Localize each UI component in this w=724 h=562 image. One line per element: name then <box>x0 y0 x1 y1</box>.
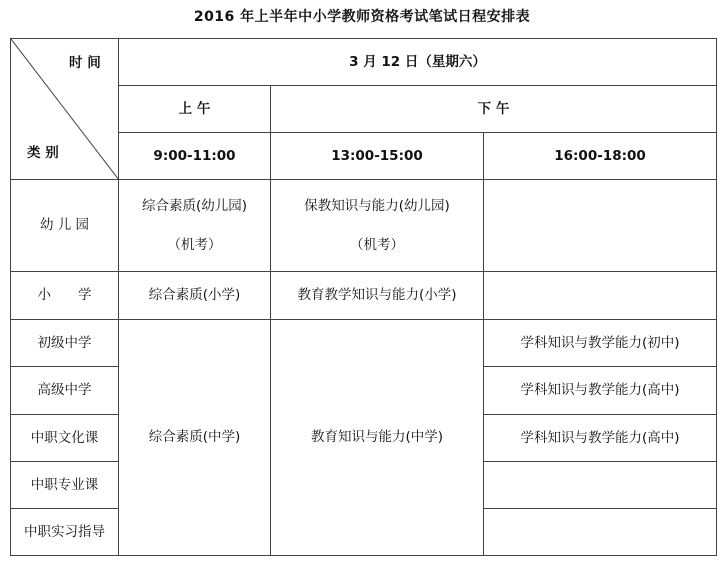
category-cell: 中职实习指导 <box>11 509 119 556</box>
exam-note: （机考） <box>167 236 222 253</box>
schedule-table <box>10 38 717 556</box>
exam-cell: 教育教学知识与能力(小学) <box>271 272 484 320</box>
category-cell: 初级中学 <box>11 320 119 367</box>
time-label: 时 间 <box>69 55 101 71</box>
exam-subject: 综合素质(幼儿园) <box>141 198 248 215</box>
exam-cell: 学科知识与教学能力(初中) <box>484 320 717 367</box>
exam-cell <box>119 180 271 272</box>
exam-cell <box>271 180 484 272</box>
afternoon-header: 下 午 <box>271 86 717 133</box>
exam-cell-empty <box>484 180 717 272</box>
exam-cell-merged: 综合素质(中学) <box>119 320 271 556</box>
slot-header-3: 16:00-18:00 <box>484 133 717 180</box>
exam-cell-empty <box>484 509 717 556</box>
date-header: 3 月 12 日（星期六） <box>119 39 717 86</box>
category-cell: 中职文化课 <box>11 415 119 462</box>
category-cell: 幼 儿 园 <box>11 180 119 272</box>
exam-cell-empty <box>484 272 717 320</box>
exam-cell-merged: 教育知识与能力(中学) <box>271 320 484 556</box>
exam-cell: 学科知识与教学能力(高中) <box>484 415 717 462</box>
exam-cell: 综合素质(小学) <box>119 272 271 320</box>
category-cell: 中职专业课 <box>11 462 119 509</box>
exam-subject: 保教知识与能力(幼儿园) <box>304 198 450 215</box>
category-cell: 小 学 <box>11 272 119 320</box>
page-title: 2016 年上半年中小学教师资格考试笔试日程安排表 <box>193 9 531 25</box>
exam-cell: 学科知识与教学能力(高中) <box>484 367 717 415</box>
exam-cell-empty <box>484 462 717 509</box>
header-corner-cell <box>11 39 119 180</box>
category-cell: 高级中学 <box>11 367 119 415</box>
slot-header-1: 9:00-11:00 <box>119 133 271 180</box>
category-label: 类 别 <box>27 145 59 161</box>
exam-note: （机考） <box>350 236 404 253</box>
slot-header-2: 13:00-15:00 <box>271 133 484 180</box>
morning-header: 上 午 <box>119 86 271 133</box>
